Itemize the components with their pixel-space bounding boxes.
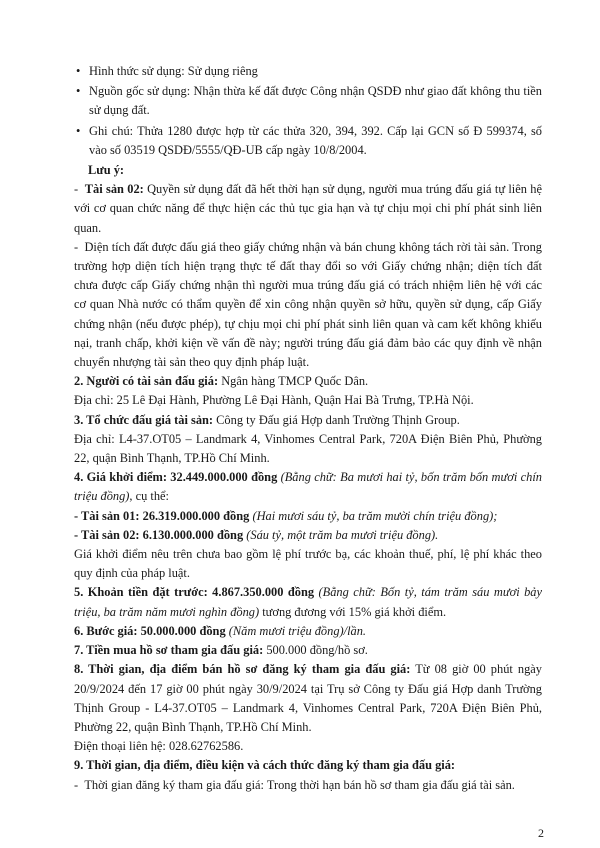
section-4-starting-price: 4. Giá khởi điểm: 32.449.000.000 đồng (Bằng chữ: Ba mươi hai tỷ, bốn trăm bốn mươi chín triệu đồng), cụ thể: (74, 470, 542, 504)
section-2-owner: 2. Người có tài sản đấu giá: Ngân hàng TMCP Quốc Dân. (74, 374, 369, 389)
note-title: Lưu ý: (88, 163, 125, 178)
bullet-dot: • (76, 84, 81, 99)
note-asset-2: - Tài sản 02: Quyền sử dụng đất đã hết thời hạn sử dụng, người mua trúng đấu giá tự liên hệ với cơ quan chức năng để thực hiện các thủ tục gia hạn và tự chịu mọi chi phí phát sinh liên quan. (74, 182, 542, 235)
section-3-address: Địa chỉ: L4-37.OT05 – Landmark 4, Vinhomes Central Park, 720A Điện Biên Phủ, Phường 22, quận Bình Thạnh, TP.Hồ Chí Minh. (74, 431, 542, 466)
section-8-dossier-sale: 8. Thời gian, địa điểm bán hồ sơ đăng ký tham gia đấu giá: Từ 08 giờ 00 phút ngày 20/9/2024 đến 17 giờ 00 phút ngày 30/9/2024 tại Trụ sở Công ty Đấu giá Hợp danh Trường Thịnh Group - L4-37.OT05 – Landmark 4, Vinhomes Central Park, 720A Điện Biên Phủ, Phường 22, quận Bình Thạnh, TP.Hồ Chí Minh. (74, 662, 542, 734)
section-8-phone: Điện thoại liên hệ: 028.62762586. (74, 739, 244, 754)
bullet-dot: • (76, 123, 81, 138)
document-page (74, 62, 542, 795)
section-4-asset-1: - Tài sản 01: 26.319.000.000 đồng (Hai mươi sáu tỷ, ba trăm mười chín triệu đồng); (74, 508, 498, 523)
page-number: 2 (538, 826, 544, 840)
section-3-organization: 3. Tổ chức đấu giá tài sản: Công ty Đấu giá Hợp danh Trường Thịnh Group. (74, 412, 460, 427)
section-7-dossier-fee: 7. Tiền mua hồ sơ tham gia đấu giá: 500.000 đồng/hồ sơ. (74, 643, 368, 658)
section-9-registration: 9. Thời gian, địa điểm, điều kiện và cách thức đăng ký tham gia đấu giá: (74, 758, 456, 773)
bullet-usage-form: • Hình thức sử dụng: Sử dụng riêng (74, 62, 542, 81)
section-5-deposit: 5. Khoản tiền đặt trước: 4.867.350.000 đồng (Bằng chữ: Bốn tỷ, tám trăm sáu mươi bảy triệu, ba trăm năm mươi nghìn đồng) tương đương với 15% giá khởi điểm. (74, 585, 542, 619)
section-6-price-step: 6. Bước giá: 50.000.000 đồng (Năm mươi triệu đồng)/lần. (74, 623, 367, 638)
section-9-item: - Thời gian đăng ký tham gia đấu giá: Trong thời hạn bán hồ sơ tham gia đấu giá tài sản. (74, 777, 515, 792)
bullet-dot: • (76, 64, 81, 78)
bullet-usage-origin: • Nguồn gốc sử dụng: Nhận thừa kế đất được Công nhận QSDĐ như giao đất không thu tiền sử dụng đất. (76, 84, 542, 118)
bullet-note: • Ghi chú: Thửa 1280 được hợp từ các thửa 320, 394, 392. Cấp lại GCN số Đ 599374, số vào số 03519 QSDĐ/5555/QĐ-UB cấp ngày 10/8/2004. (76, 123, 542, 157)
note-area: - Diện tích đất được đấu giá theo giấy chứng nhận và bán chung không tách rời tài sản. Trong trường hợp diện tích hiện trạng thực tế đất thay đổi so với Giấy chứng nhận; diện tích đất chưa được cấp Giấy chứng nhận thì người mua trúng đấu giá có trách nhiệm liên hệ với các cơ quan Nhà nước có thẩm quyền để xin công nhận quyền sở hữu, quyền sử dụng, cấp Giấy chứng nhận (nếu được phép), tự chịu mọi chi phí phát sinh liên quan và cam kết không khiếu nại, tranh chấp, khởi kiện về vấn đề này; người trúng đấu giá đảm bảo các quy định về nhận chuyển nhượng tài sản theo quy định pháp luật. (74, 239, 543, 370)
section-2-address: Địa chỉ: 25 Lê Đại Hành, Phường Lê Đại Hành, Quận Hai Bà Trưng, TP.Hà Nội. (74, 393, 474, 408)
section-4-asset-2: - Tài sản 02: 6.130.000.000 đồng (Sáu tỷ, một trăm ba mươi triệu đồng). (74, 527, 439, 542)
section-4-note: Giá khởi điểm nêu trên chưa bao gồm lệ phí trước bạ, các khoản thuế, phí, lệ phí khác theo quy định của pháp luật. (74, 547, 542, 581)
